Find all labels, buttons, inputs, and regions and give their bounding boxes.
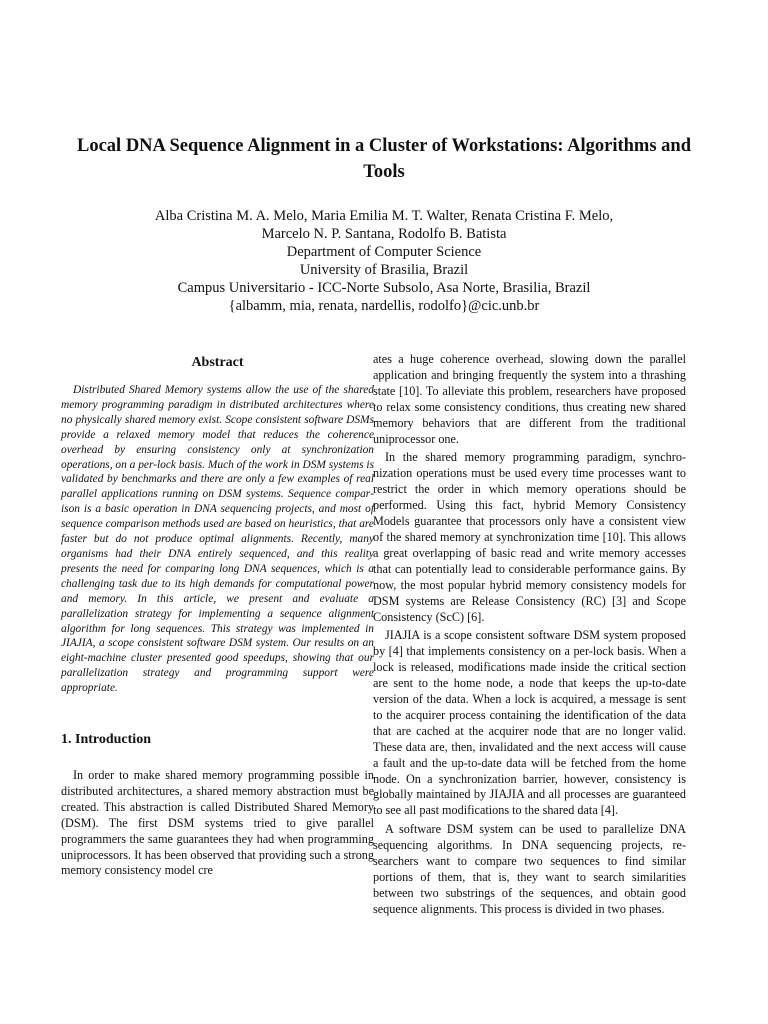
introduction-paragraph: In order to make shared memory programming possible in distributed architectures, a shared memory abstraction must be created. This abstraction is called Distributed Shared Memory (DSM). The first DSM systems tried to give parallel programmers the same guarantees they had when programming uniprocessors. It has been observed that providing such a strong memory consistency model cre xyxy=(61,768,374,878)
author-affiliation-block xyxy=(60,207,708,315)
body-paragraph: In the shared memory programming paradigm, synchronization operations must be used every time processes want to restrict the order in which memory operations should be performed. Using this fact, hybrid Memory Consistency Models guarantee that processors only have a consistent view of the shared memory at synchronization time [10]. This allows a great overlapping of basic read and write memory accesses that can potentially lead to considerable performance gains. By now, the most popular hybrid memory consistency models for DSM systems are Release Consistency (RC) [3] and Scope Consistency (ScC) [6]. xyxy=(373,450,686,624)
author-line-2: Marcelo N. P. Santana, Rodolfo B. Batista xyxy=(261,226,507,242)
author-line-1: Alba Cristina M. A. Melo, Maria Emilia M. T. Walter, Renata Cristina F. Melo, xyxy=(154,208,614,224)
abstract-heading: Abstract xyxy=(191,355,244,370)
body-paragraph: A software DSM system can be used to parallelize DNA sequencing algorithms. In DNA sequencing projects, researchers want to compare two sequences to find similar portions of them, that is, they want to search similarities between two substrings of the sequences, and obtain good sequence alignments. This process is divided in two phases. xyxy=(373,822,686,916)
address-line: Campus Universitario - ICC-Norte Subsolo, Asa Norte, Brasilia, Brazil xyxy=(177,280,591,296)
body-paragraph: JIAJIA is a scope consistent software DSM system proposed by [4] that implements consistency on a per-lock basis. When a lock is released, modifications made inside the critical section are sent to the home node, a node that keeps the up-to-date version of the data. When a lock is acquired, a message is sent to the acquirer process containing the identification of the data that are cached at the acquirer node that are no longer valid. These data are, then, invalidated and the next access will cause a fault and the up-to-date data will be fetched from the home node. On a synchronization barrier, however, consistency is globally maintained by JIAJIA and all processes are guaranteed to see all past modifications to the shared data [4]. xyxy=(373,628,686,818)
department-line: Department of Computer Science xyxy=(286,244,482,260)
email-line: {albamm, mia, renata, nardellis, rodolfo}@cic.unb.br xyxy=(228,298,540,314)
left-column xyxy=(61,352,374,879)
abstract-text: Distributed Shared Memory systems allow the use of the shared memory programming paradigm in distributed architectures where no physically shared memory exist. Scope consistent software DSMs provide a relaxed memory model that reduces the coherence overhead by ensuring consistency only at synchronization operations, on a per-lock basis. Much of the work in DSM systems is validated by benchmarks and there are only a few examples of real parallel applications running on DSM systems. Sequence comparison is a basic operation in DNA sequencing projects, and most of sequence comparison methods used are based on heuristics, that are faster but do not produce optimal alignments. Recently, many organisms had their DNA entirely sequenced, and this reality presents the need for comparing long DNA sequences, which is a challenging task due to its high demands for computational power and memory. In this article, we present and evaluate a parallelization strategy for implementing a sequence alignment algorithm for long sequences. This strategy was implemented in JIAJIA, a scope consistent software DSM system. Our results on an eight-machine cluster presented good speedups, showing that our parallelization strategy and programming support were appropriate. xyxy=(61,384,374,695)
university-line: University of Brasilia, Brazil xyxy=(299,262,469,278)
introduction-heading: 1. Introduction xyxy=(61,732,151,748)
right-column xyxy=(373,352,686,918)
paper-title: Local DNA Sequence Alignment in a Cluster of Workstations: Algorithms and Tools xyxy=(77,136,691,182)
body-paragraph-continued: ates a huge coherence overhead, slowing down the parallel application and bringing frequently the system into a thrashing state [10]. To alleviate this problem, researchers have proposed to relax some consistency conditions, thus creating new shared memory behaviors that are different from the traditional uniprocessor one. xyxy=(373,352,686,446)
